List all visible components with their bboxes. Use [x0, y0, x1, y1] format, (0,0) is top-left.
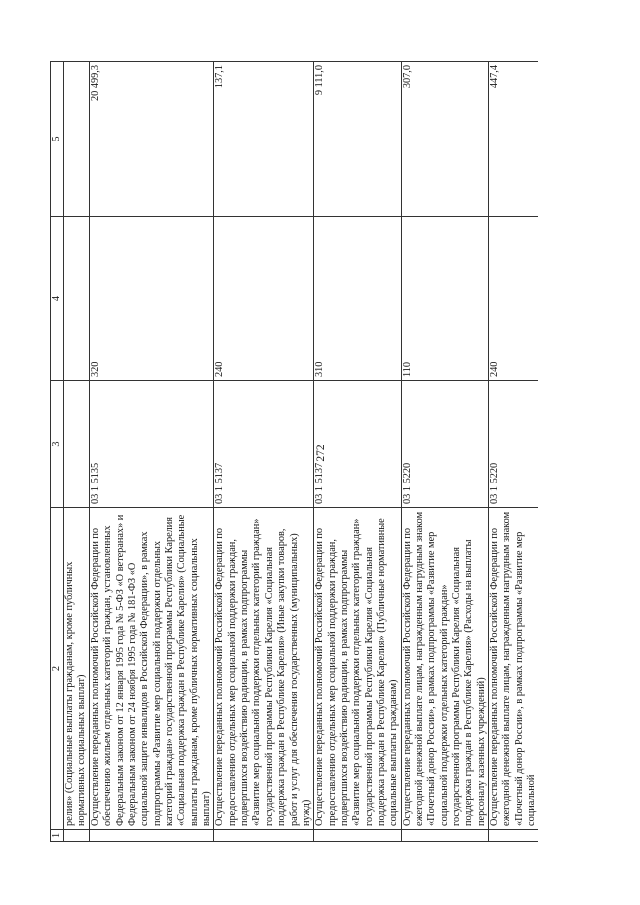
row-amount: 307,0 — [401, 62, 488, 217]
header-col-2: 2 — [51, 508, 64, 830]
table-row — [90, 62, 214, 842]
row-name: Осуществление переданных полномочий Российской Федерации по предоставлению отдельных мер социальной поддержки граждан, подвергшихся воздействию радиации, в рамках подпрограммы «Развитие мер социальной поддержки отдельных категорий граждан» государственной программы Республики Карелия «Социальная поддержка граждан в Республике Карелия» (Публичные нормативные социальные выплаты гражданам) — [314, 508, 401, 830]
row-col1 — [314, 830, 401, 842]
row-code: 03 1 5137 — [314, 381, 401, 508]
header-col-1: 1 — [51, 830, 64, 842]
row-name: Осуществление переданных полномочий Российской Федерации по предоставлению отдельных мер социальной поддержки граждан, подвергшихся воздействию радиации, в рамках подпрограммы «Развитие мер социальной поддержки отдельных категорий граждан» государственной программы Республики Карелия «Социальная поддержка граждан в Республике Карелия» (Иные закупки товаров, работ и услуг для обеспечения государственных (муниципальных) нужд) — [214, 508, 314, 830]
row-col1 — [214, 830, 314, 842]
row-amount: 9 111,0 — [314, 62, 401, 217]
table-row — [314, 62, 401, 842]
page-number: 272 — [315, 444, 327, 462]
row-name: Осуществление переданных полномочий Российской Федерации по обеспечению жильем отдельных категорий граждан, установленных Федеральным законом от 12 января 1995 года № 5-ФЗ «О ветеранах» и Федеральным законом от 24 ноября 1995 года № 181-ФЗ «О социальной защите инвалидов в Российской Федерации», в рамках подпрограммы «Развитие мер социальной поддержки отдельных категорий граждан» государственной программы Республики Карелия «Социальная поддержка граждан в Республике Карелия» (Социальные выплаты гражданам, кроме публичных нормативных социальных выплат) — [90, 508, 214, 830]
table-header-row — [51, 62, 64, 842]
row-amount: 447,4 — [489, 62, 539, 217]
row-amount — [64, 62, 90, 217]
row-col1 — [489, 830, 539, 842]
row-name: Осуществление переданных полномочий Российской Федерации по ежегодной денежной выплате лицам, награжденным нагрудным знаком «Почетный донор России», в рамках подпрограммы «Развитие мер социальной поддержки отдельных категорий граждан» государственной программы Республики Карелия «Социальная поддержка граждан в Республике Карелия» (Расходы на выплаты персоналу казенных учреждений) — [401, 508, 488, 830]
row-vr: 240 — [214, 217, 314, 381]
row-code: 03 1 5137 — [214, 381, 314, 508]
header-col-4: 4 — [51, 217, 64, 381]
row-code: 03 1 5220 — [489, 381, 539, 508]
row-amount: 137,1 — [214, 62, 314, 217]
table-row — [64, 62, 90, 842]
header-col-3: 3 — [51, 381, 64, 508]
row-vr: 110 — [401, 217, 488, 381]
row-code — [64, 381, 90, 508]
header-col-5: 5 — [51, 62, 64, 217]
budget-table — [50, 61, 538, 842]
table-row — [489, 62, 539, 842]
row-col1 — [401, 830, 488, 842]
row-code: 03 1 5220 — [401, 381, 488, 508]
table-row — [214, 62, 314, 842]
row-vr: 240 — [489, 217, 539, 381]
row-vr — [64, 217, 90, 381]
rotated-table-area — [50, 62, 590, 842]
row-vr: 320 — [90, 217, 214, 381]
row-amount: 20 499,3 — [90, 62, 214, 217]
row-name: Осуществление переданных полномочий Российской Федерации по ежегодной денежной выплате лицам, награжденным нагрудным знаком «Почетный донор России», в рамках подпрограммы «Развитие мер социальной — [489, 508, 539, 830]
row-vr: 310 — [314, 217, 401, 381]
row-code: 03 1 5135 — [90, 381, 214, 508]
table-row — [401, 62, 488, 842]
row-col1 — [64, 830, 90, 842]
row-name: релия» (Социальные выплаты гражданам, кроме публичных нормативных социальных выплат) — [64, 508, 90, 830]
row-col1 — [90, 830, 214, 842]
